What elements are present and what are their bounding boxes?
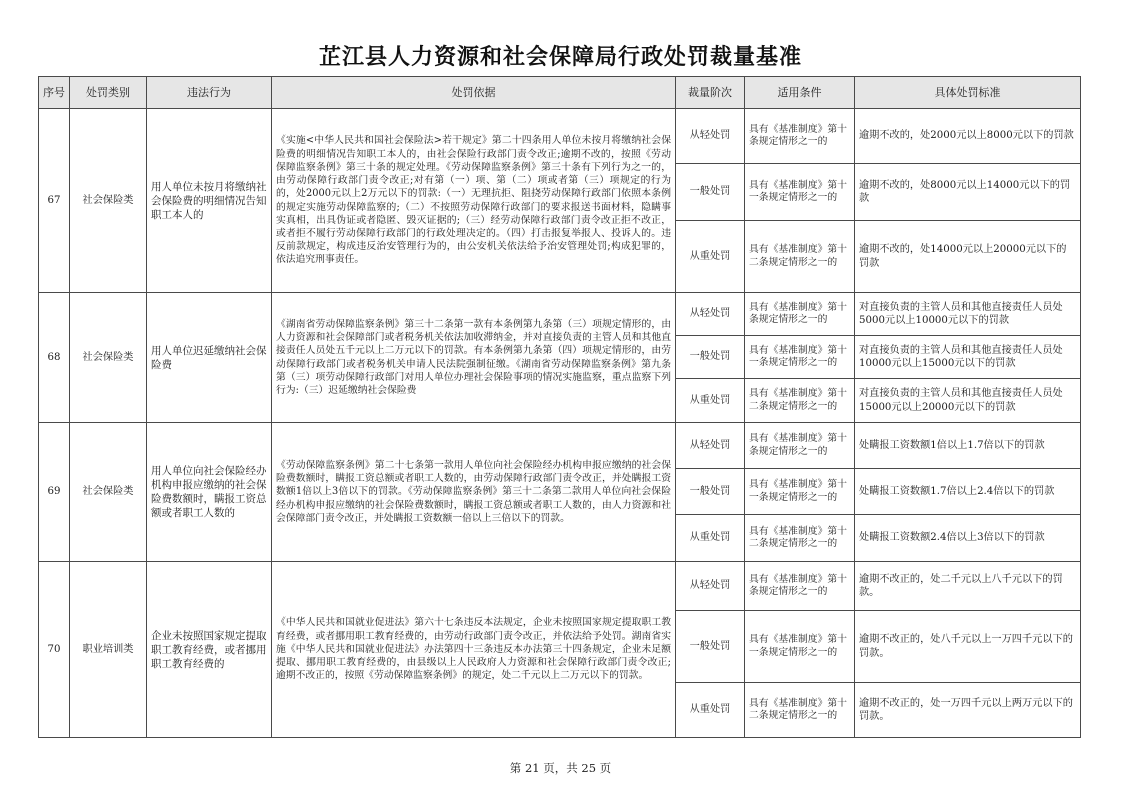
page-number: 第 21 页，共 25 页 xyxy=(509,761,612,775)
row-category: 职业培训类 xyxy=(70,562,147,738)
row-category: 社会保险类 xyxy=(70,109,147,293)
level-cell: 从轻处罚 xyxy=(676,109,745,164)
standard-cell: 逾期不改正的，处一万四千元以上两万元以下的罚款。 xyxy=(855,683,1081,738)
level-cell: 从重处罚 xyxy=(676,379,745,423)
header-basis: 处罚依据 xyxy=(272,77,676,109)
row-no: 68 xyxy=(39,293,70,423)
header-standard: 具体处罚标准 xyxy=(855,77,1081,109)
standard-cell: 逾期不改的，处8000元以上14000元以下的罚款 xyxy=(855,164,1081,221)
condition-cell: 具有《基准制度》第十一条规定情形之一的 xyxy=(745,469,855,515)
standard-cell: 对直接负责的主管人员和其他直接责任人员处10000元以上15000元以下的罚款 xyxy=(855,336,1081,379)
header-no: 序号 xyxy=(39,77,70,109)
table-header-row xyxy=(39,77,1081,109)
row-act: 用人单位未按月将缴纳社会保险费的明细情况告知职工本人的 xyxy=(147,109,272,293)
row-basis: 《实施<中华人民共和国社会保险法>若干规定》第二十四条用人单位未按月将缴纳社会保险费的明细情况告知职工本人的，由社会保险行政部门责令改正;逾期不改的，按照《劳动保障监察条例》第三十条的规定处理。《劳动保障监察条例》第三十条有下列行为之一的，由劳动保障行政部门责令改正;对有第（一）项、第（二）项或者第（三）项规定的行为的，处2000元以上2万元以下的罚款:（一）无理抗拒、阻挠劳动保障行政部门依照本条例的规定实施劳动保障监察的;（二）不按照劳动保障行政部门的要求报送书面材料，隐瞒事实真相，出具伪证或者隐匿、毁灭证据的;（三）经劳动保障行政部门责令改正拒不改正，或者拒不履行劳动保障行政部门的行政处理决定的。（四）打击报复举报人、投诉人的。违反前款规定，构成违反治安管理行为的，由公安机关依法给予治安管理处罚;构成犯罪的，依法追究刑事责任。 xyxy=(272,109,676,293)
level-cell: 从轻处罚 xyxy=(676,293,745,336)
standard-cell: 逾期不改正的，处二千元以上八千元以下的罚款。 xyxy=(855,562,1081,611)
row-basis: 《湖南省劳动保障监察条例》第三十二条第一款有本条例第九条第（三）项规定情形的，由人力资源和社会保障部门或者税务机关依法加收滞纳金，并对直接负责的主管人员和其他直接责任人员处五千元以上二万元以下的罚款。有本条例第九条第（四）项规定情形的，由劳动保障行政部门或者税务机关申请人民法院强制征缴。《湖南省劳动保障监察条例》第九条第（三）项劳动保障行政部门对用人单位办理社会保险事项的情况实施监察，重点监察下列行为:（三）迟延缴纳社会保险费 xyxy=(272,293,676,423)
standard-cell: 处瞒报工资数额2.4倍以上3倍以下的罚款 xyxy=(855,515,1081,562)
header-category: 处罚类别 xyxy=(70,77,147,109)
row-no: 69 xyxy=(39,423,70,562)
row-act: 用人单位迟延缴纳社会保险费 xyxy=(147,293,272,423)
standard-cell: 对直接负责的主管人员和其他直接责任人员处15000元以上20000元以下的罚款 xyxy=(855,379,1081,423)
condition-cell: 具有《基准制度》第十条规定情形之一的 xyxy=(745,293,855,336)
standard-cell: 逾期不改的，处2000元以上8000元以下的罚款 xyxy=(855,109,1081,164)
table-row xyxy=(39,423,1081,469)
condition-cell: 具有《基准制度》第十一条规定情形之一的 xyxy=(745,164,855,221)
row-category: 社会保险类 xyxy=(70,293,147,423)
level-cell: 从轻处罚 xyxy=(676,562,745,611)
level-cell: 一般处罚 xyxy=(676,469,745,515)
row-act: 用人单位向社会保险经办机构申报应缴纳的社会保险费数额时，瞒报工资总额或者职工人数的 xyxy=(147,423,272,562)
condition-cell: 具有《基准制度》第十二条规定情形之一的 xyxy=(745,379,855,423)
condition-cell: 具有《基准制度》第十二条规定情形之一的 xyxy=(745,515,855,562)
table-row xyxy=(39,109,1081,164)
standard-cell: 处瞒报工资数额1倍以上1.7倍以下的罚款 xyxy=(855,423,1081,469)
level-cell: 从轻处罚 xyxy=(676,423,745,469)
header-act: 违法行为 xyxy=(147,77,272,109)
condition-cell: 具有《基准制度》第十二条规定情形之一的 xyxy=(745,683,855,738)
header-condition: 适用条件 xyxy=(745,77,855,109)
standard-cell: 逾期不改的，处14000元以上20000元以下的罚款 xyxy=(855,221,1081,293)
level-cell: 一般处罚 xyxy=(676,164,745,221)
condition-cell: 具有《基准制度》第十一条规定情形之一的 xyxy=(745,336,855,379)
standard-cell: 对直接负责的主管人员和其他直接责任人员处5000元以上10000元以下的罚款 xyxy=(855,293,1081,336)
row-no: 70 xyxy=(39,562,70,738)
header-level: 裁量阶次 xyxy=(676,77,745,109)
row-act: 企业未按照国家规定提取职工教育经费，或者挪用职工教育经费的 xyxy=(147,562,272,738)
condition-cell: 具有《基准制度》第十条规定情形之一的 xyxy=(745,562,855,611)
level-cell: 一般处罚 xyxy=(676,336,745,379)
table-row xyxy=(39,562,1081,611)
level-cell: 从重处罚 xyxy=(676,683,745,738)
row-basis: 《中华人民共和国就业促进法》第六十七条违反本法规定，企业未按照国家规定提取职工教育经费，或者挪用职工教育经费的，由劳动行政部门责令改正，并依法给予处罚。湖南省实施《中华人民共和国就业促进法》办法第四十三条违反本办法第三十四条规定，企业未足额提取、挪用职工教育经费的，由县级以上人民政府人力资源和社会保障行政部门责令改正;逾期不改正的，按照《劳动保障监察条例》的规定，处二千元以上二万元以下的罚款。 xyxy=(272,562,676,738)
level-cell: 从重处罚 xyxy=(676,515,745,562)
level-cell: 从重处罚 xyxy=(676,221,745,293)
penalty-table xyxy=(38,76,1081,738)
standard-cell: 处瞒报工资数额1.7倍以上2.4倍以下的罚款 xyxy=(855,469,1081,515)
row-no: 67 xyxy=(39,109,70,293)
document-title: 芷江县人力资源和社会保障局行政处罚裁量基准 xyxy=(318,45,802,70)
condition-cell: 具有《基准制度》第十条规定情形之一的 xyxy=(745,423,855,469)
condition-cell: 具有《基准制度》第十条规定情形之一的 xyxy=(745,109,855,164)
row-category: 社会保险类 xyxy=(70,423,147,562)
row-basis: 《劳动保障监察条例》第二十七条第一款用人单位向社会保险经办机构申报应缴纳的社会保险费数额时，瞒报工资总额或者职工人数的，由劳动保障行政部门责令改正，并处瞒报工资数额1倍以上3倍以下的罚款。《劳动保障监察条例》第三十二条第二款用人单位向社会保险经办机构申报应缴纳的社会保险费数额时，瞒报工资总额或者职工人数的，由人力资源和社会保障部门责令改正，并处瞒报工资数额一倍以上三倍以下的罚款。 xyxy=(272,423,676,562)
table-row xyxy=(39,293,1081,336)
condition-cell: 具有《基准制度》第十二条规定情形之一的 xyxy=(745,221,855,293)
condition-cell: 具有《基准制度》第十一条规定情形之一的 xyxy=(745,611,855,683)
standard-cell: 逾期不改正的，处八千元以上一万四千元以下的罚款。 xyxy=(855,611,1081,683)
level-cell: 一般处罚 xyxy=(676,611,745,683)
